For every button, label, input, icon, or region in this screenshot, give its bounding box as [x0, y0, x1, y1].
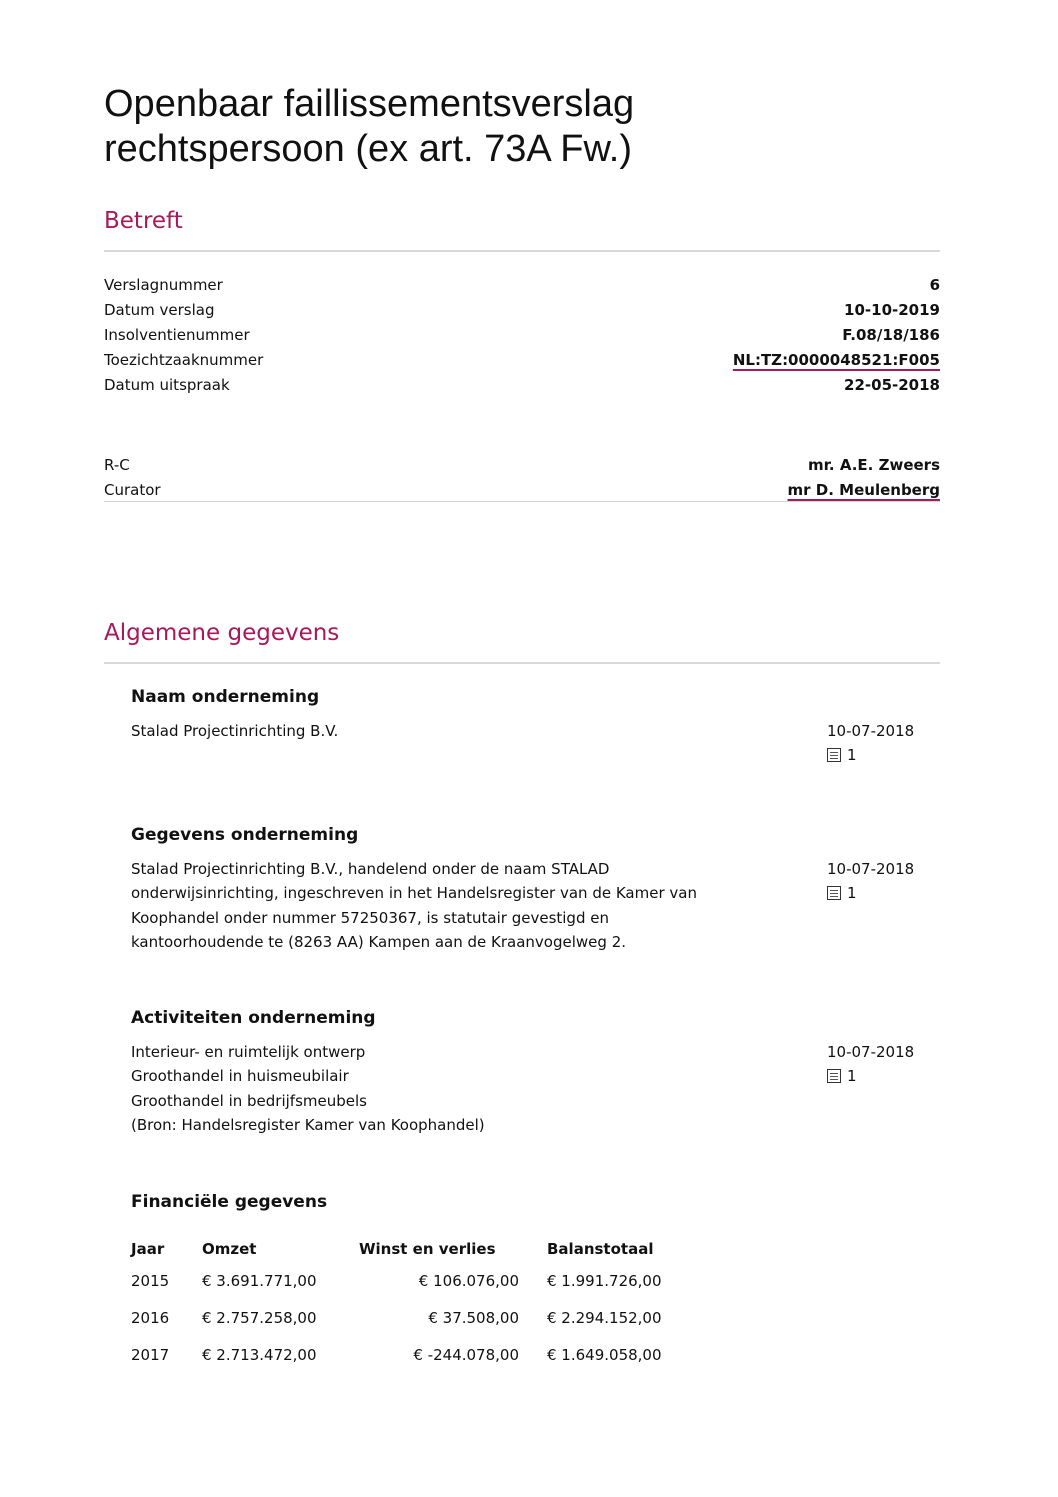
activiteiten-body — [131, 1040, 940, 1137]
cell-omzet: € 2.713.472,00 — [202, 1345, 317, 1364]
naam-line: Stalad Projectinrichting B.V. — [131, 722, 339, 740]
header-jaar: Jaar — [131, 1240, 165, 1258]
row-insolventienummer — [104, 321, 940, 346]
cell-jaar: 2015 — [131, 1271, 170, 1290]
financieel-title: Financiële gegevens — [131, 1192, 328, 1212]
activiteit-line: (Bron: Handelsregister Kamer van Koophandel) — [131, 1115, 485, 1134]
cell-winst: € -244.078,00 — [413, 1345, 519, 1364]
naam-body — [131, 719, 940, 767]
algemeen-heading: Algemene gegevens — [104, 620, 340, 646]
gegevens-date: 10-07-2018 — [827, 860, 915, 878]
naam-text — [131, 719, 781, 767]
betreft-divider — [104, 250, 940, 252]
naam-date: 10-07-2018 — [827, 722, 915, 740]
title-line-2: rechtspersoon (ex art. 73A Fw.) — [104, 128, 633, 170]
value-insolventienummer: F.08/18/186 — [842, 326, 940, 344]
gegevens-text — [131, 857, 781, 954]
cell-balans: € 1.649.058,00 — [547, 1345, 662, 1364]
financial-table — [131, 1236, 727, 1373]
activiteit-line: Groothandel in bedrijfsmeubels — [131, 1091, 367, 1110]
header-omzet: Omzet — [202, 1240, 257, 1258]
activiteiten-title: Activiteiten onderneming — [131, 1008, 376, 1028]
label-verslagnummer: Verslagnummer — [104, 276, 223, 294]
cell-omzet: € 3.691.771,00 — [202, 1271, 317, 1290]
cell-jaar: 2016 — [131, 1308, 170, 1327]
activiteiten-source-number[interactable]: 1 — [847, 1067, 857, 1085]
label-datum-uitspraak: Datum uitspraak — [104, 376, 230, 394]
financial-header-row — [131, 1236, 727, 1262]
cell-jaar: 2017 — [131, 1345, 170, 1364]
cell-balans: € 2.294.152,00 — [547, 1308, 662, 1327]
value-verslagnummer: 6 — [929, 276, 940, 294]
activiteit-line: Interieur- en ruimtelijk ontwerp — [131, 1043, 366, 1061]
header-winst: Winst en verlies — [359, 1240, 496, 1258]
table-row — [131, 1262, 727, 1299]
activiteiten-text — [131, 1040, 781, 1137]
row-verslagnummer — [104, 271, 940, 296]
betreft-section — [104, 208, 940, 502]
people-details — [104, 451, 940, 502]
activiteiten-source[interactable] — [827, 1064, 940, 1088]
label-toezichtzaaknummer: Toezichtzaaknummer — [104, 351, 264, 369]
label-datum-verslag: Datum verslag — [104, 301, 215, 319]
document-icon[interactable] — [827, 886, 841, 900]
gegevens-line: kantoorhoudende te (8263 AA) Kampen aan de Kraanvogelweg 2. — [131, 932, 626, 951]
naam-onderneming — [131, 687, 940, 767]
table-row — [131, 1299, 727, 1336]
document-icon[interactable] — [827, 1069, 841, 1083]
cell-balans: € 1.991.726,00 — [547, 1271, 662, 1290]
activiteit-line: Groothandel in huismeubilair — [131, 1067, 349, 1086]
link-toezichtzaaknummer[interactable]: NL:TZ:0000048521:F005 — [732, 351, 940, 369]
algemeen-divider — [104, 662, 940, 664]
gegevens-line: Stalad Projectinrichting B.V., handelend onder de naam STALAD — [131, 860, 610, 878]
label-curator: Curator — [104, 481, 161, 499]
row-datum-verslag — [104, 296, 940, 321]
table-row — [131, 1336, 727, 1373]
title-line-1: Openbaar faillissementsverslag — [104, 83, 635, 125]
naam-source[interactable] — [827, 743, 940, 767]
report-page — [104, 82, 940, 172]
header-balans: Balanstotaal — [547, 1240, 654, 1258]
financiele-gegevens — [131, 1192, 940, 1373]
gegevens-line: onderwijsinrichting, ingeschreven in het Handelsregister van de Kamer van — [131, 884, 697, 903]
gegevens-onderneming — [131, 825, 940, 954]
row-rc — [104, 451, 940, 476]
activiteiten-onderneming — [131, 1008, 940, 1137]
value-datum-uitspraak: 22-05-2018 — [844, 376, 940, 394]
gegevens-body — [131, 857, 940, 954]
label-insolventienummer: Insolventienummer — [104, 326, 250, 344]
gegevens-title: Gegevens onderneming — [131, 825, 359, 845]
document-icon[interactable] — [827, 748, 841, 762]
gegevens-source-number[interactable]: 1 — [847, 884, 857, 902]
gegevens-line: Koophandel onder nummer 57250367, is statutair gevestigd en — [131, 908, 609, 927]
row-toezichtzaaknummer — [104, 346, 940, 371]
row-datum-uitspraak — [104, 371, 940, 396]
naam-title: Naam onderneming — [131, 687, 320, 707]
activiteiten-meta — [827, 1040, 940, 1137]
value-rc: mr. A.E. Zweers — [808, 456, 940, 474]
betreft-heading: Betreft — [104, 208, 183, 234]
row-curator — [104, 476, 940, 502]
value-datum-verslag: 10-10-2019 — [844, 301, 940, 319]
activiteiten-date: 10-07-2018 — [827, 1043, 915, 1061]
cell-winst: € 37.508,00 — [428, 1308, 519, 1327]
naam-meta — [827, 719, 940, 767]
cell-winst: € 106.076,00 — [418, 1271, 519, 1290]
naam-source-number[interactable]: 1 — [847, 746, 857, 764]
link-curator[interactable]: mr D. Meulenberg — [787, 481, 940, 499]
gegevens-meta — [827, 857, 940, 954]
case-details — [104, 271, 940, 396]
gegevens-source[interactable] — [827, 881, 940, 905]
label-rc: R-C — [104, 456, 130, 474]
algemeen-section — [104, 620, 940, 1420]
cell-omzet: € 2.757.258,00 — [202, 1308, 317, 1327]
report-title — [104, 82, 940, 172]
